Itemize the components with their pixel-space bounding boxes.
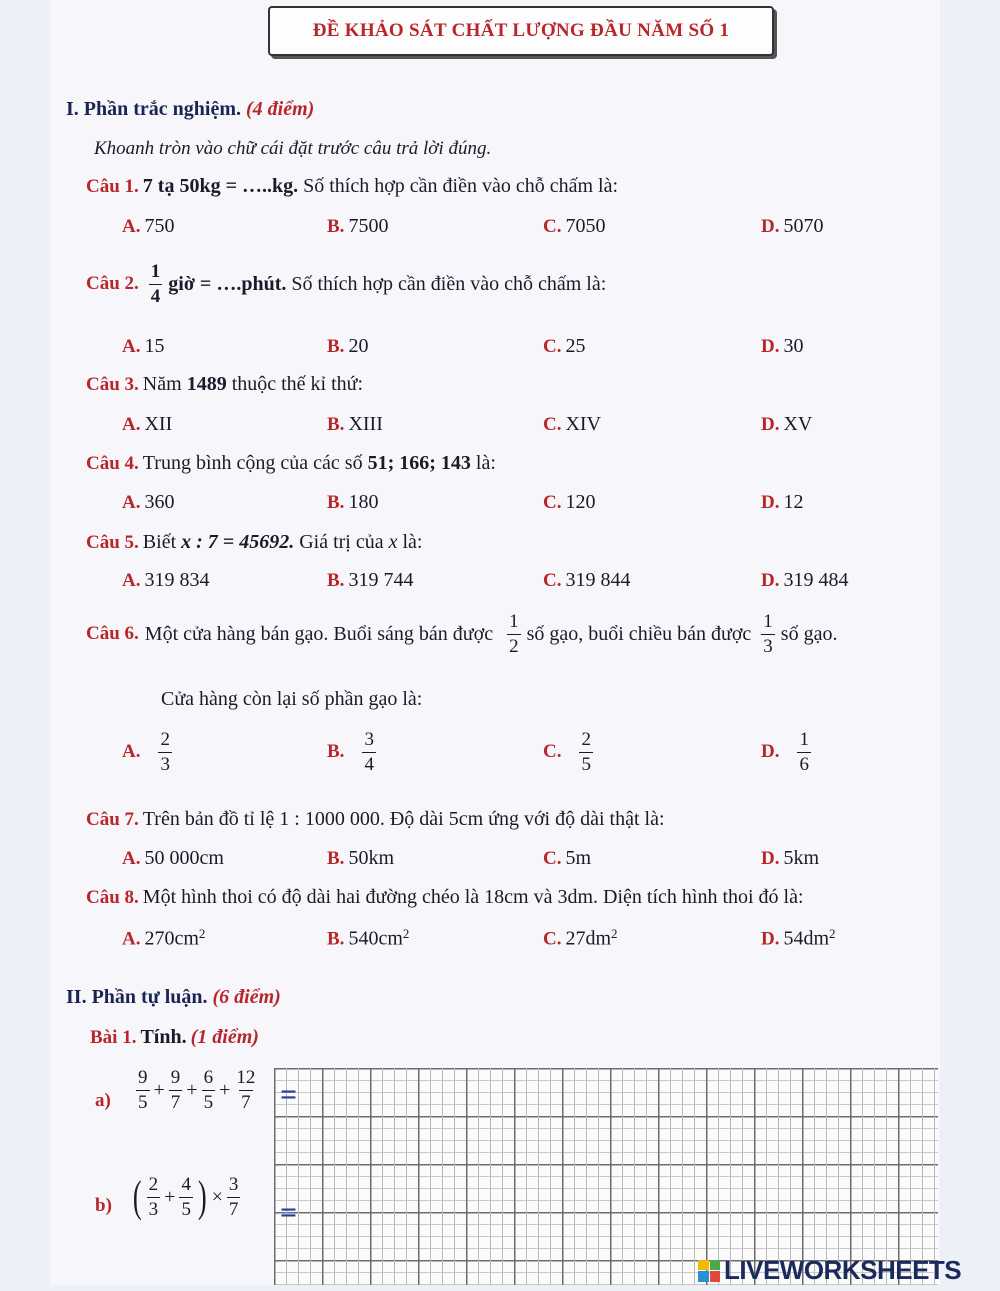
question-bold: 1489 — [186, 373, 227, 395]
option-value: 50 000cm — [144, 847, 224, 869]
option-value: 319 844 — [565, 569, 631, 591]
option-letter: B. — [327, 216, 345, 237]
question-text: là: — [470, 452, 496, 474]
option-letter: C. — [543, 336, 562, 357]
option-c[interactable] — [543, 569, 630, 592]
question-pre: Năm — [142, 373, 187, 395]
instruction: Khoanh tròn vào chữ cái đặt trước câu trả lời đúng. — [94, 138, 492, 159]
question-label: Câu 6. — [86, 623, 139, 645]
option-letter: B. — [327, 492, 345, 513]
question-6-line2: Cửa hàng còn lại số phần gạo là: — [161, 688, 423, 710]
option-c[interactable] — [543, 335, 585, 358]
fraction — [147, 1175, 161, 1220]
question-7 — [86, 808, 665, 831]
option-letter: C. — [543, 928, 562, 950]
option-letter: B. — [327, 570, 345, 591]
equals-sign-b: = — [280, 1196, 298, 1229]
question-label: Câu 5. — [86, 532, 139, 553]
fraction-num: 6 — [203, 1067, 214, 1088]
option-letter: B. — [327, 928, 345, 950]
option-sup: 2 — [829, 926, 836, 941]
option-a[interactable] — [122, 491, 174, 514]
option-value: 180 — [348, 491, 379, 513]
liveworksheets-watermark — [698, 1255, 961, 1286]
option-letter: A. — [122, 414, 141, 435]
option-value: 12 — [783, 491, 804, 513]
option-d[interactable] — [761, 730, 813, 775]
question-post: là: — [397, 531, 423, 553]
liveworksheets-logo-icon — [698, 1260, 720, 1282]
question-text: Một hình thoi có độ dài hai đường chéo là 18cm và 3dm. Diện tích hình thoi đó là: — [142, 886, 804, 908]
option-letter: C. — [543, 492, 562, 513]
question-label: Câu 4. — [86, 453, 139, 474]
bai1-label: Bài 1. — [90, 1027, 137, 1048]
fraction — [169, 1068, 183, 1113]
question-2 — [86, 262, 606, 307]
option-letter: B. — [327, 336, 345, 357]
question-post: số gạo. — [780, 622, 838, 645]
bai1-points: (1 điểm) — [190, 1026, 259, 1048]
option-value: 15 — [144, 335, 165, 357]
fraction-num: 1 — [509, 611, 519, 632]
option-c[interactable] — [543, 847, 591, 870]
option-letter: B. — [327, 848, 345, 869]
operator: + — [153, 1078, 165, 1101]
option-value: 7050 — [565, 215, 606, 237]
question-bold: 51; 166; 143 — [367, 452, 471, 474]
option-value: XII — [144, 413, 173, 435]
fraction — [179, 1175, 193, 1220]
fraction-den: 3 — [160, 753, 170, 775]
option-a[interactable] — [122, 730, 174, 775]
fraction — [149, 262, 163, 307]
option-value: 7500 — [348, 215, 389, 237]
question-label: Câu 7. — [86, 809, 139, 830]
option-value: 319 484 — [783, 569, 849, 591]
option-a[interactable] — [122, 215, 174, 238]
option-sup: 2 — [402, 926, 410, 941]
option-letter: D. — [761, 570, 780, 591]
option-d[interactable] — [761, 215, 823, 238]
question-mid: số gạo, buổi chiều bán được — [526, 622, 752, 645]
option-c[interactable] — [543, 926, 618, 950]
question-text: Số thích hợp cần điền vào chỗ chấm là: — [286, 272, 607, 295]
answer-grid[interactable] — [274, 1068, 938, 1285]
bai1-heading — [90, 1026, 259, 1049]
option-letter: D. — [761, 741, 780, 763]
option-fraction — [362, 730, 376, 775]
option-letter: A. — [122, 570, 141, 591]
part1-points: (4 điểm) — [246, 98, 315, 120]
fraction-den: 2 — [509, 635, 519, 657]
fraction-num: 1 — [799, 729, 809, 750]
question-label: Câu 8. — [86, 887, 139, 908]
right-paren: ) — [197, 1172, 207, 1222]
part2-heading-text: II. Phần tự luận. — [66, 986, 208, 1008]
part1-heading — [66, 98, 314, 121]
question-label: Câu 1. — [86, 176, 139, 197]
option-c[interactable] — [543, 215, 605, 238]
operator: + — [219, 1078, 231, 1101]
option-letter: D. — [761, 414, 780, 435]
option-value: 5070 — [783, 215, 824, 237]
option-letter: C. — [543, 848, 562, 869]
option-letter: A. — [122, 492, 141, 513]
option-b[interactable] — [327, 413, 383, 436]
option-b[interactable] — [327, 335, 368, 358]
option-letter: D. — [761, 336, 780, 357]
option-letter: C. — [543, 741, 562, 763]
fraction-num: 2 — [160, 729, 170, 750]
option-fraction — [797, 730, 811, 775]
option-sup: 2 — [611, 926, 618, 941]
fraction — [202, 1068, 216, 1113]
option-letter: C. — [543, 570, 562, 591]
option-value: 27dm — [565, 927, 612, 950]
fraction-den: 3 — [763, 635, 773, 657]
option-letter: B. — [327, 741, 345, 763]
option-d[interactable] — [761, 569, 848, 592]
fraction-num: 1 — [763, 611, 773, 632]
operator: + — [186, 1078, 198, 1101]
option-b[interactable] — [327, 926, 409, 950]
fraction-num: 2 — [148, 1174, 159, 1195]
question-4 — [86, 452, 496, 475]
fraction-den: 6 — [799, 753, 809, 775]
option-value: XV — [783, 413, 813, 435]
option-value: 540cm — [348, 927, 403, 950]
option-a[interactable] — [122, 413, 172, 436]
option-a[interactable] — [122, 926, 205, 950]
watermark-text: LIVEWORKSHEETS — [724, 1255, 962, 1285]
option-value: 30 — [783, 335, 804, 357]
question-text: Giá trị của — [294, 531, 389, 553]
option-a[interactable] — [122, 335, 164, 358]
option-value: 25 — [565, 335, 586, 357]
option-value: 319 834 — [144, 569, 210, 591]
option-b[interactable] — [327, 215, 388, 238]
part2-points: (6 điểm) — [212, 986, 281, 1008]
option-d[interactable] — [761, 847, 819, 870]
option-a[interactable] — [122, 569, 209, 592]
question-bold: 7 tạ 50kg = …..kg. — [142, 175, 299, 197]
operator: + — [164, 1185, 176, 1208]
option-d[interactable] — [761, 335, 803, 358]
question-bold: giờ = ….phút. — [168, 272, 287, 295]
option-value: 270cm — [144, 927, 199, 950]
question-text: Số thích hợp cần điền vào chỗ chấm là: — [298, 175, 619, 197]
option-letter: D. — [761, 492, 780, 513]
question-label: Câu 2. — [86, 273, 139, 295]
question-pre: Biết — [142, 531, 182, 553]
expression-a — [134, 1068, 259, 1113]
fraction-den: 7 — [170, 1091, 181, 1113]
option-value: XIII — [348, 413, 383, 435]
option-b[interactable] — [327, 730, 378, 775]
option-fraction — [158, 730, 172, 775]
option-letter: A. — [122, 216, 141, 237]
option-value: 20 — [348, 335, 369, 357]
option-value: 5m — [565, 847, 592, 869]
option-sup: 2 — [198, 926, 206, 941]
option-value: 750 — [144, 215, 175, 237]
option-c[interactable] — [543, 491, 595, 514]
question-8 — [86, 886, 804, 909]
option-letter: D. — [761, 216, 780, 237]
question-3 — [86, 373, 363, 396]
option-d[interactable] — [761, 926, 836, 950]
question-bold: x : 7 = 45692. — [181, 531, 295, 553]
fraction — [507, 612, 521, 657]
option-letter: D. — [761, 928, 780, 950]
option-b[interactable] — [327, 847, 394, 870]
question-text: Trên bản đồ tỉ lệ 1 : 1000 000. Độ dài 5cm ứng với độ dài thật là: — [142, 808, 665, 830]
fraction-den: 4 — [150, 285, 161, 307]
option-c[interactable] — [543, 730, 595, 775]
fraction-num: 3 — [228, 1174, 239, 1195]
left-paren: ( — [132, 1172, 142, 1222]
option-value: 50km — [348, 847, 394, 869]
fraction-den: 5 — [138, 1091, 148, 1113]
option-value: 54dm — [783, 927, 830, 950]
question-6 — [86, 612, 837, 657]
question-text: thuộc thế kỉ thứ: — [226, 373, 364, 395]
option-letter: A. — [122, 741, 141, 763]
bai1-text: Tính. — [140, 1026, 187, 1048]
option-value: 360 — [144, 491, 175, 513]
question-var: x — [388, 531, 398, 553]
question-label: Câu 3. — [86, 374, 139, 395]
option-value: 319 744 — [348, 569, 414, 591]
part2-heading — [66, 986, 281, 1009]
part-b-label: b) — [95, 1195, 112, 1216]
option-letter: D. — [761, 848, 780, 869]
fraction — [234, 1068, 257, 1113]
question-5 — [86, 531, 423, 554]
question-pre: Trung bình cộng của các số — [142, 452, 368, 474]
option-b[interactable] — [327, 569, 413, 592]
option-fraction — [579, 730, 593, 775]
fraction-num: 4 — [181, 1174, 191, 1195]
fraction-den: 5 — [203, 1091, 214, 1113]
fraction — [227, 1175, 241, 1220]
option-letter: A. — [122, 336, 141, 357]
fraction-num: 9 — [170, 1067, 181, 1088]
fraction-num: 12 — [236, 1067, 256, 1088]
fraction — [136, 1068, 150, 1113]
fraction-den: 5 — [181, 1198, 191, 1220]
question-pre: Một cửa hàng bán gạo. Buổi sáng bán được — [144, 622, 494, 645]
option-d[interactable] — [761, 491, 803, 514]
expression-b — [130, 1172, 242, 1222]
option-a[interactable] — [122, 847, 224, 870]
fraction-den: 5 — [581, 753, 591, 775]
operator: × — [211, 1185, 223, 1208]
fraction — [761, 612, 775, 657]
part1-heading-text: I. Phần trắc nghiệm. — [66, 98, 241, 120]
fraction-den: 7 — [241, 1091, 251, 1113]
fraction-den: 7 — [228, 1198, 239, 1220]
option-letter: A. — [122, 848, 141, 869]
option-b[interactable] — [327, 491, 378, 514]
option-letter: C. — [543, 216, 562, 237]
option-value: 120 — [565, 491, 596, 513]
fraction-num: 1 — [150, 261, 161, 282]
fraction-den: 4 — [364, 753, 374, 775]
option-c[interactable] — [543, 413, 601, 436]
option-letter: C. — [543, 414, 562, 435]
option-letter: B. — [327, 414, 345, 435]
fraction-num: 2 — [581, 729, 591, 750]
fraction-den: 3 — [148, 1198, 159, 1220]
equals-sign-a: = — [280, 1078, 298, 1111]
page-title: ĐỀ KHẢO SÁT CHẤT LƯỢNG ĐẦU NĂM SỐ 1 — [268, 6, 774, 56]
fraction-num: 3 — [364, 729, 374, 750]
fraction-num: 9 — [138, 1067, 148, 1088]
option-value: 5km — [783, 847, 820, 869]
option-d[interactable] — [761, 413, 812, 436]
option-value: XIV — [565, 413, 602, 435]
part-a-label: a) — [95, 1090, 111, 1111]
option-letter: A. — [122, 928, 141, 950]
question-1 — [86, 175, 618, 198]
